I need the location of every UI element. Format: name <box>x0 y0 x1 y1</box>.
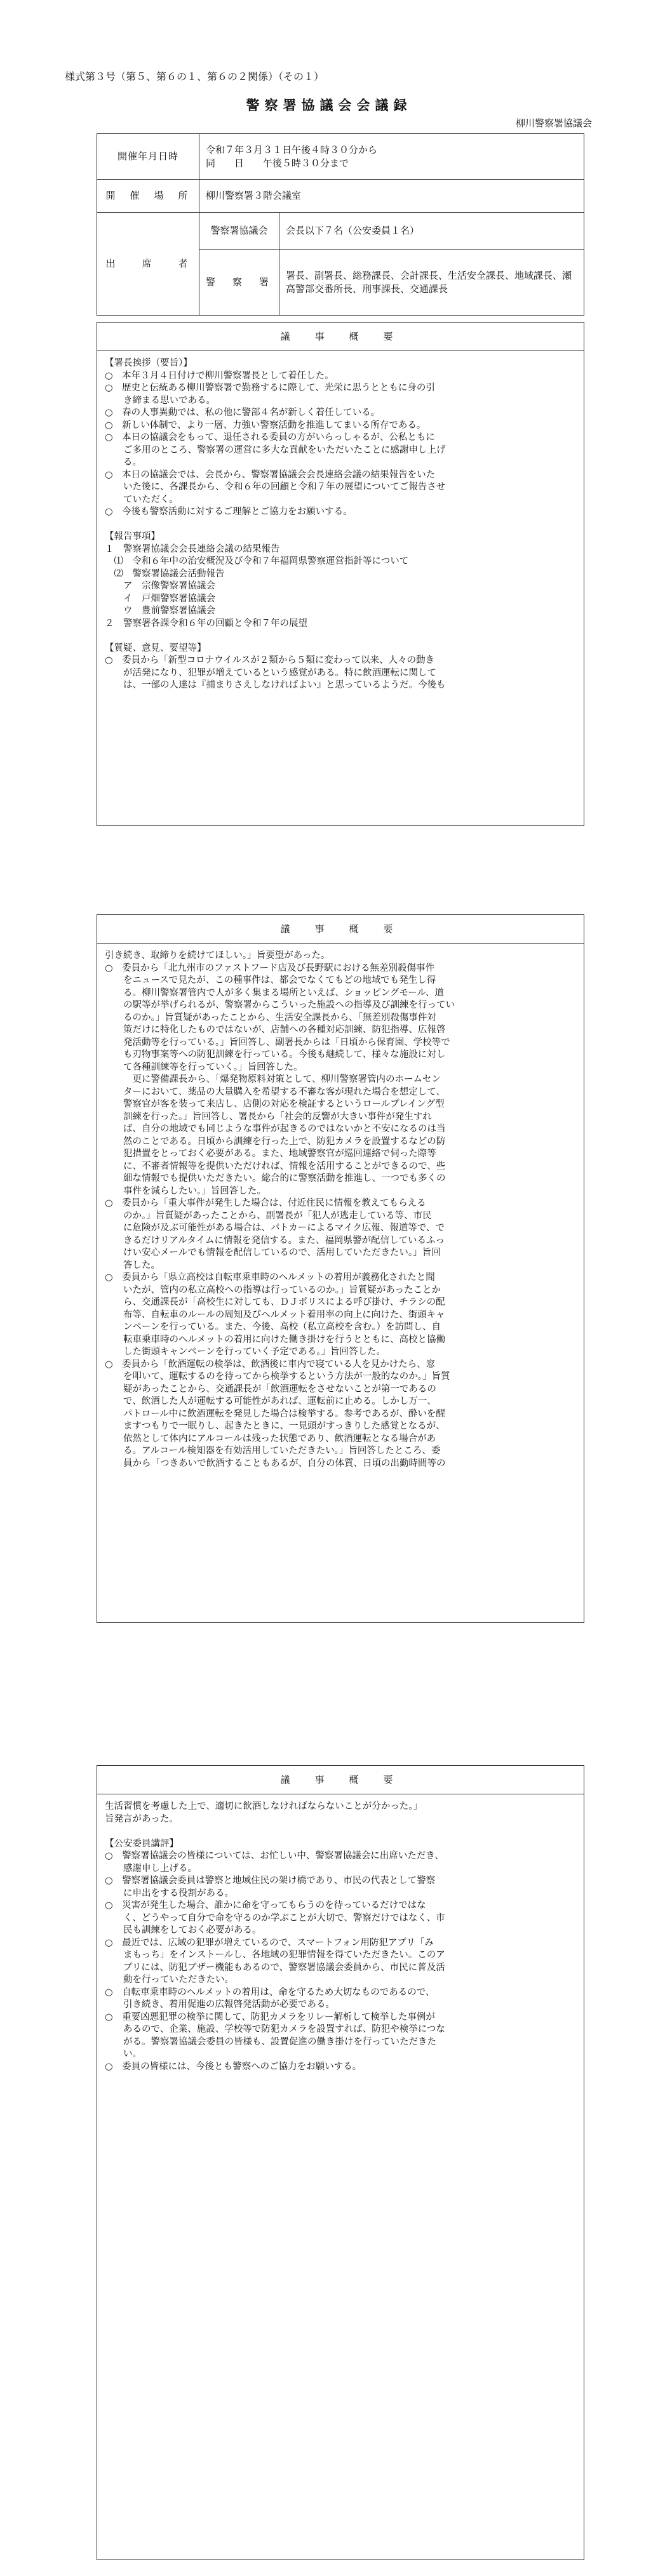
summary-line: の駅等が挙げられるが、警察署からこういった施設への指導及び訓練を行ってい <box>105 1000 455 1010</box>
summary-line: のか。」旨質疑があったことから、副署長が「犯人が逃走している等、市民 <box>105 1210 432 1221</box>
summary-line: ○ 災害が発生した場合、誰かに命を守ってもらうのを待っているだけではな <box>105 1900 426 1911</box>
summary-line: した街頭キャンペーンを行っていく予定である。」旨回答した。 <box>105 1347 386 1357</box>
summary-line: ○ 本日の協議会をもって、退任される委員の方がいらっしゃるが、公私ともに <box>105 432 435 443</box>
summary-line: イ 戸畑警察署協議会 <box>105 593 215 604</box>
summary-line: いた後に、各課長から、令和６年の回顧と令和７年の展望についてご報告させ <box>105 482 446 492</box>
summary-line: 民も訓練をしておく必要がある。 <box>105 1925 262 1935</box>
summary-box-1 <box>97 322 584 826</box>
summary-line: ば、自分の地域でも同じような事件が起きるのではないかと不安になるのは当 <box>105 1124 446 1134</box>
summary-line: ○ 重要凶悪犯罪の検挙に関して、防犯カメラをリレー解析して検挙した事例が <box>105 2012 435 2022</box>
summary-line: 引き続き、取締りを続けてほしい。」旨要望があった。 <box>105 951 330 961</box>
summary-line: く、どうやって自分で命を守るのか学ぶことが大切で、警察だけではなく、市 <box>105 1912 445 1923</box>
summary-line <box>105 1825 576 1838</box>
summary-line: ますつもりで一眠りし、起きたときに、一見頭がすっきりした感覚となるが、 <box>105 1421 445 1431</box>
summary-heading: 議 事 概 要 <box>97 323 584 351</box>
station-value: 署長、副署長、総務課長、会計課長、生活安全課長、地域課長、瀬高警部交番所長、刑事課長、交通課長 <box>279 250 584 316</box>
summary-line: ら、交通課長が「高校生に対しても、ＤＪポリスによる呼び掛け、チラシの配 <box>105 1297 445 1307</box>
summary-line <box>105 630 576 643</box>
summary-line: ウ 豊前警察署協議会 <box>105 606 215 616</box>
meeting-info-table <box>97 133 584 316</box>
summary-line: ○ 春の人事異動では、私の他に警部４名が新しく着任している。 <box>105 408 380 418</box>
summary-line: 布等、自転車のルールの周知及びヘルメット着用率の向上に向けた、街頭キャ <box>105 1309 445 1320</box>
summary-line: をニュースで見たが、この種事件は、都会でなくてもどの地域でも発生し得 <box>105 975 436 985</box>
summary-line: パトロール中に飲酒運転を発見した場合は検挙する。参考であるが、酔いを醒 <box>105 1408 445 1419</box>
summary-box-2 <box>97 914 584 1623</box>
summary-line: 訓練を行った。」旨回答し、署長から「社会的反響が大きい事件が発生すれ <box>105 1111 432 1122</box>
summary-line: いたが、管内の私立高校への指導は行っているのか。」旨質疑があったことか <box>105 1285 441 1295</box>
summary-line <box>105 519 576 531</box>
page-3 <box>0 1689 658 2576</box>
page-1 <box>0 0 658 844</box>
attendees-label: 出 席 者 <box>97 213 199 316</box>
page-2 <box>0 844 658 1689</box>
summary-line: 生活習慣を考慮した上で、適切に飲酒しなければならないことが分かった。」 <box>105 1801 422 1812</box>
summary-line: 発活動等を行っている。」旨回答し、副署長からは「日頃から保育園、学校等で <box>105 1037 450 1048</box>
summary-line: るのか。」旨質疑があったことから、生活安全課長から、「無差別殺傷事件対 <box>105 1012 436 1023</box>
summary-line: 【公安委員講評】 <box>105 1838 178 1849</box>
summary-line: 動を行っていただきたい。 <box>105 1975 234 1985</box>
summary-line: も刃物事案等への防犯訓練を行っている。今後も継続して、様々な施設に対し <box>105 1050 446 1060</box>
summary-heading: 議 事 概 要 <box>97 1766 584 1794</box>
summary-line: ２ 警察署各課令和６年の回顧と令和７年の展望 <box>105 618 307 629</box>
summary-line: 感謝申し上げる。 <box>105 1863 197 1874</box>
summary-line: 事件を減らしたい。」旨回答した。 <box>105 1185 266 1196</box>
summary-line: ○ 委員から「北九州市のファストフード店及び長野駅における無差別殺傷事件 <box>105 963 434 973</box>
summary-line: ○ 今後も警察活動に対するご理解とご協力をお願いする。 <box>105 507 352 517</box>
summary-content-1 <box>97 351 584 692</box>
summary-line: ⑴ 令和６年中の治安概況及び令和７年福岡県警察運営指針等について <box>105 556 409 566</box>
summary-line: きるだけリアルタイムに情報を発信する。また、福岡県警が配信しているふっ <box>105 1235 445 1246</box>
summary-line: に申出をする役割がある。 <box>105 1888 234 1899</box>
summary-line: ○ 本年３月４日付けで柳川警察署長として着任した。 <box>105 370 334 381</box>
summary-line: けい安心メールでも情報を配信しているので、活用していただきたい。」旨回 <box>105 1248 441 1258</box>
summary-line: 依然として体内にアルコールは残った状態であり、飲酒運転となる場合があ <box>105 1433 436 1444</box>
summary-line: ○ 警察署協議会委員は警察と地域住民の架け橋であり、市民の代表として警察 <box>105 1876 436 1886</box>
summary-heading: 議 事 概 要 <box>97 915 584 944</box>
summary-line: ○ 委員から「新型コロナウイルスが２類から５類に変わって以来、人々の動き <box>105 655 435 665</box>
summary-line: ○ 歴史と伝統ある柳川警察署で勤務するに際して、光栄に思うとともに身の引 <box>105 383 435 393</box>
page-title: 警察署協議会会議録 <box>246 97 412 113</box>
summary-line: 更に警備課長から、「爆発物原料対策として、柳川警察署管内のホームセン <box>105 1074 441 1084</box>
summary-line: あるので、企業、施設、学校等で防犯カメラを設置すれば、防犯や検挙につな <box>105 2024 445 2034</box>
summary-line: 転車乗車時のヘルメットの着用に向けた働き掛けを行うとともに、高校と協働 <box>105 1334 446 1345</box>
summary-line: を叩いて、運転するのを待ってから検挙するという方法が一般的なのか。」旨質 <box>105 1371 450 1382</box>
summary-line: ○ 本日の協議会では、会長から、警察署協議会会長連絡会議の結果報告をいた <box>105 469 436 480</box>
summary-line: ご多用のところ、警察署の運営に多大な貢献をいただいたことに感謝申し上げ <box>105 444 446 455</box>
summary-line: 引き続き、着用促進の広報啓発活動が必要である。 <box>105 1999 335 2010</box>
summary-line: ていただく。 <box>105 494 178 505</box>
summary-content-2 <box>97 944 584 1470</box>
summary-line: 【質疑、意見、要望等】 <box>105 643 206 653</box>
place-value: 柳川警察署３階会議室 <box>199 180 584 213</box>
summary-line: プリには、防犯ブザー機能もあるので、警察署協議会委員から、市民に普及活 <box>105 1962 445 1973</box>
summary-line: ○ 最近では、広域の犯罪が増えているので、スマートフォン用防犯アプリ「み <box>105 1937 434 1948</box>
summary-line: ○ 自転車乗車時のヘルメットの着用は、命を守るため大切なものであるので、 <box>105 1987 435 1998</box>
summary-line: ⑵ 警察署協議会活動報告 <box>105 568 225 579</box>
summary-line: １ 警察署協議会会長連絡会議の結果報告 <box>105 544 280 554</box>
summary-line: て各種訓練等を行っていく。」旨回答した。 <box>105 1062 303 1072</box>
summary-line: 然のことである。日頃から訓練を行った上で、防犯カメラを設置するなどの防 <box>105 1136 446 1147</box>
summary-line: がる。警察署協議会委員の皆様も、設置促進の働き掛けを行っていただきた <box>105 2036 436 2047</box>
council-label: 警察署協議会 <box>199 213 279 250</box>
summary-line: ○ 新しい体制で、より一層、力強い警察活動を推進してまいる所存である。 <box>105 420 426 430</box>
summary-line: る。 <box>105 457 142 467</box>
station-label: 警 察 署 <box>199 250 279 316</box>
summary-line: る。アルコール検知器を有効活用していただきたい。」旨回答したところ、委 <box>105 1446 441 1456</box>
summary-content-3 <box>97 1794 584 2073</box>
summary-line: 【署長挨拶（要旨）】 <box>105 358 192 368</box>
summary-line: 警察官が客を装って来店し、店側の対応を検証するというロールプレイング型 <box>105 1099 445 1109</box>
summary-line: まもっち」をインストールし、各地域の犯罪情報を得ていただきたい。このア <box>105 1950 445 1960</box>
summary-line: 犯措置をとっておく必要がある。また、地域警察官が巡回連絡で伺った際等 <box>105 1149 436 1159</box>
date-start: 令和７年３月３１日午後４時３０分から <box>206 143 378 156</box>
summary-line: 答した。 <box>105 1260 160 1271</box>
summary-line: で、飲酒した人が運転する可能性があれば、運転前に止める。しかし万一、 <box>105 1396 436 1406</box>
summary-line: は、一部の人達は『捕まりさえしなければよい』と思っているようだ。今後も <box>105 680 446 690</box>
date-label: 開催年月日時 <box>97 134 199 180</box>
summary-box-3 <box>97 1765 584 2560</box>
place-label: 開 催 場 所 <box>97 180 199 213</box>
summary-line: に、不審者情報等を提供いただければ、情報を活用することができるので、些 <box>105 1161 446 1171</box>
organization-name: 柳川警察署協議会 <box>515 117 592 129</box>
summary-line: い。 <box>105 2049 142 2059</box>
summary-line: 旨発言があった。 <box>105 1813 178 1824</box>
summary-line: ア 宗像警察署協議会 <box>105 581 215 591</box>
summary-line: る。柳川警察署管内で人が多く集まる場所といえば、ショッピングモール、道 <box>105 987 444 998</box>
summary-line: ○ 警察署協議会の皆様については、お忙しい中、警察署協議会に出席いただき、 <box>105 1851 444 1861</box>
date-end: 同 日 午後５時３０分まで <box>206 157 349 169</box>
summary-line: 疑があったことから、交通課長が「飲酒運転をさせないことが第一であるの <box>105 1384 436 1394</box>
summary-line: 細な情報でも提供いただきたい。総合的に警察活動を推進し、一つでも多くの <box>105 1173 446 1184</box>
date-value <box>199 134 584 180</box>
summary-line: に危険が及ぶ可能性がある場合は、パトカーによるマイク広報、報道等で、で <box>105 1223 445 1233</box>
summary-line: ○ 委員から「県立高校は自転車乗車時のヘルメットの着用が義務化されたと聞 <box>105 1272 435 1283</box>
summary-line: 【報告事項】 <box>105 531 160 542</box>
summary-line: ○ 委員から「重大事件が発生した場合は、付近住民に情報を教えてもらえる <box>105 1198 426 1208</box>
summary-line: ターにおいて、薬品の大量購入を希望する不審な客が現れた場合を想定して、 <box>105 1086 445 1097</box>
council-value: 会長以下７名（公安委員１名） <box>279 213 584 250</box>
form-label: 様式第３号（第５、第６の１、第６の２関係）（その１） <box>65 70 325 83</box>
summary-line: 員から「つきあいで飲酒することもあるが、自分の体質、日頃の出勤時間等の <box>105 1458 446 1469</box>
summary-line: が活発になり、犯罪が増えているという感覚がある。特に飲酒運転に関して <box>105 667 436 678</box>
summary-line: き締まる思いである。 <box>105 395 215 406</box>
summary-line: 策だけに特化したものではないが、店舗への各種対応訓練、防犯指導、広報啓 <box>105 1025 446 1035</box>
summary-line: ンペーンを行っている。また、今後、高校（私立高校を含む。）を訪問し、自 <box>105 1322 441 1332</box>
summary-line: ○ 委員の皆様には、今後とも警察へのご協力をお願いする。 <box>105 2061 362 2072</box>
summary-line: ○ 委員から「飲酒運転の検挙は、飲酒後に車内で寝ている人を見かけたら、窓 <box>105 1359 436 1370</box>
